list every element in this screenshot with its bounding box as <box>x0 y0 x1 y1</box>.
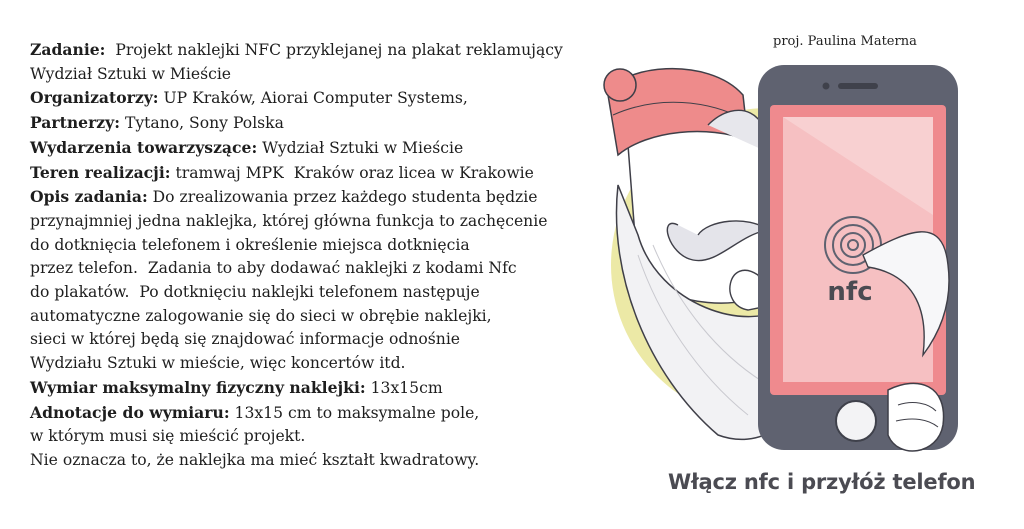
field-label: Organizatorzy: <box>30 88 159 108</box>
field-value: Tytano, Sony Polska <box>119 114 284 133</box>
field-value: Wydział Sztuki w Mieście <box>257 138 464 157</box>
field-value: Wydział Sztuki w Mieście <box>30 64 232 83</box>
right-hand <box>888 383 944 451</box>
field-value: przynajmniej jedna naklejka, której główna funkcja to zachęcenie <box>30 211 548 230</box>
field-label: Adnotacje do wymiaru: <box>30 402 230 422</box>
field-label: Opis zadania: <box>30 187 148 207</box>
field-value: Do zrealizowania przez każdego studenta będzie <box>147 188 538 207</box>
field-value: 13x15 cm to maksymalne pole, <box>229 403 480 422</box>
text-line <box>30 161 590 186</box>
field-value: w którym musi się mieścić projekt. <box>30 427 306 446</box>
field-label: Zadanie: <box>30 40 106 59</box>
field-value: Projekt naklejki NFC przyklejanej na plakat reklamujący <box>105 41 563 59</box>
nfc-illustration <box>598 55 998 465</box>
text-line <box>30 257 590 281</box>
phone-nfc-label: nfc <box>827 277 873 307</box>
field-value: do dotknięcia telefonem i określenie miejsca dotknięcia <box>30 235 470 254</box>
field-value: automatyczne zalogowanie się do sieci w obrębie naklejki, <box>30 306 492 325</box>
phone-camera <box>823 83 830 90</box>
text-line <box>30 376 590 401</box>
field-value: UP Kraków, Aiorai Computer Systems, <box>158 89 468 108</box>
field-value: 13x15cm <box>365 378 443 397</box>
text-line <box>30 449 590 473</box>
text-line <box>30 210 590 234</box>
text-line <box>30 136 590 161</box>
text-line <box>30 281 590 305</box>
field-label: Partnerzy: <box>30 113 120 133</box>
text-line <box>30 352 590 376</box>
field-value: do plakatów. Po dotknięciu naklejki telefonem następuje <box>30 283 480 302</box>
text-line <box>30 425 590 449</box>
field-label: Wymiar maksymalny fizyczny naklejki: <box>30 377 366 397</box>
field-label: Teren realizacji: <box>30 162 171 182</box>
field-value: Nie oznacza to, że naklejka ma mieć kształt kwadratowy. <box>30 450 480 469</box>
phone-speaker <box>838 83 878 89</box>
text-line <box>30 234 590 258</box>
text-line <box>30 111 590 136</box>
text-line <box>30 63 590 87</box>
hat-pompom <box>604 69 636 101</box>
field-value: sieci w której będą się znajdować informacje odnośnie <box>30 330 461 349</box>
illustration-caption: Włącz nfc i przyłóż telefon <box>668 470 976 494</box>
field-label: Wydarzenia towarzyszące: <box>30 137 258 157</box>
field-value: przez telefon. Zadania to aby dodawać naklejki z kodami Nfc <box>30 259 517 278</box>
text-line <box>30 305 590 329</box>
text-line <box>30 401 590 426</box>
description-text <box>30 38 590 473</box>
phone-home-button <box>836 401 876 441</box>
text-line <box>30 328 590 352</box>
field-value: tramwaj MPK Kraków oraz licea w Krakowie <box>170 163 534 182</box>
text-line <box>30 185 590 210</box>
text-line <box>30 86 590 111</box>
field-value: Wydziału Sztuki w mieście, więc koncertów itd. <box>30 354 406 373</box>
text-line <box>30 38 590 63</box>
designer-credit: proj. Paulina Materna <box>773 34 917 49</box>
